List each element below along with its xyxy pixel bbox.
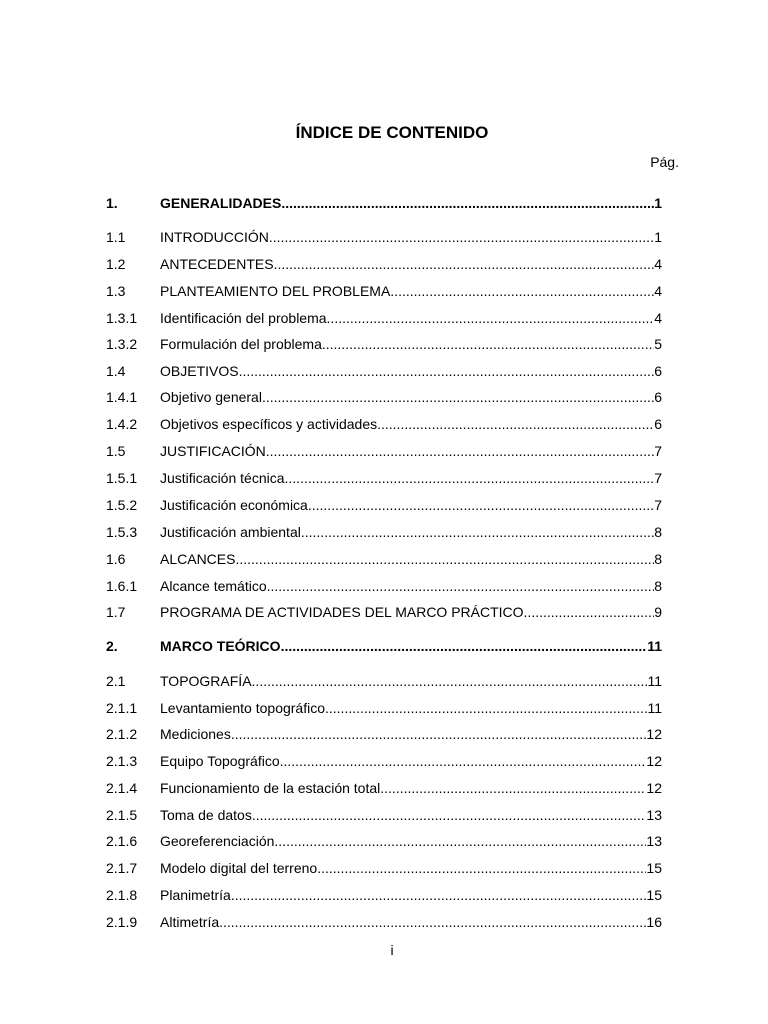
toc-entry [106,602,662,622]
toc-entry-number: 1.2 [106,256,126,272]
toc-entry-page: 11 [647,638,662,654]
toc-dot-leader [377,414,654,434]
toc-dot-leader [231,724,647,744]
toc-entry-number: 2.1.2 [106,726,138,742]
toc-entry-number: 1. [106,195,118,211]
toc-entry-title: Planimetría [160,887,231,903]
toc-entry-page: 13 [646,833,662,849]
toc-entry [106,858,662,878]
toc-entry-number: 2.1.5 [106,807,138,823]
toc-entry [106,522,662,542]
toc-entry [106,468,662,488]
toc-entry-title: Altimetría [160,914,220,930]
toc-entry-title: GENERALIDADES [160,195,282,211]
document-title: ÍNDICE DE CONTENIDO [295,123,489,142]
toc-entry-title: MARCO TEÓRICO [160,638,281,654]
toc-entry-page: 1 [654,195,662,211]
toc-entry-title: TOPOGRAFÍA [160,673,252,689]
toc-entry [106,805,662,825]
toc-entry-title: ALCANCES [160,551,236,567]
toc-entry-title: Identificación del problema [160,310,327,326]
toc-dot-leader [274,254,655,274]
toc-entry-page: 11 [647,673,662,689]
toc-entry-page: 8 [654,551,662,567]
toc-dot-leader [267,576,655,596]
toc-entry-page: 1 [654,229,662,245]
toc-entry [106,254,662,274]
toc-entry-number: 1.5 [106,443,126,459]
toc-entry [106,334,662,354]
toc-entry-page: 13 [646,807,662,823]
toc-entry-number: 1.3.1 [106,310,138,326]
toc-dot-leader [235,549,654,569]
toc-entry-title: Justificación técnica [160,470,285,486]
toc-entry-page: 11 [647,700,662,716]
toc-dot-leader [380,778,646,798]
toc-entry-number: 1.4.1 [106,389,138,405]
toc-entry-title: Equipo Topográfico [160,753,280,769]
toc-dot-leader [327,308,655,328]
toc-entry [106,831,662,851]
toc-entry-title: Funcionamiento de la estación total [160,780,381,796]
toc-entry-page: 6 [654,389,662,405]
toc-entry [106,441,662,461]
toc-entry-number: 2. [106,638,118,654]
toc-dot-leader [322,334,654,354]
toc-entry [106,724,662,744]
toc-entry-page: 4 [654,256,662,272]
toc-dot-leader [317,858,646,878]
toc-entry-title: Objetivos específicos y actividades [160,416,378,432]
toc-entry-page: 7 [654,443,662,459]
toc-entry-page: 8 [654,524,662,540]
toc-entry-title: Formulación del problema [160,336,322,352]
toc-entry-title: Toma de datos [160,807,252,823]
toc-dot-leader [285,468,655,488]
toc-entry [106,698,662,718]
toc-entry-title: INTRODUCCIÓN [160,229,269,245]
toc-entry-page: 15 [646,860,662,876]
toc-entry-number: 2.1.8 [106,887,138,903]
toc-dot-leader [262,387,654,407]
toc-entry [106,361,662,381]
toc-dot-leader [269,227,654,247]
toc-entry-number: 1.3.2 [106,336,138,352]
toc-entry-page: 4 [654,283,662,299]
toc-entry-number: 1.6.1 [106,578,138,594]
toc-entry [106,281,662,301]
toc-entry [106,671,662,691]
toc-dot-leader [390,281,654,301]
toc-entry-page: 9 [654,604,662,620]
toc-entry-title: PLANTEAMIENTO DEL PROBLEMA [160,283,391,299]
toc-entry-number: 1.5.2 [106,497,138,513]
toc-dot-leader [308,495,654,515]
toc-entry-number: 2.1.9 [106,914,138,930]
toc-entry-title: Modelo digital del terreno [160,860,318,876]
toc-entry-number: 2.1.6 [106,833,138,849]
toc-entry-number: 1.7 [106,604,126,620]
toc-dot-leader [252,671,648,691]
toc-entry [106,751,662,771]
toc-entry [106,387,662,407]
toc-entry-page: 12 [646,726,662,742]
toc-entry [106,549,662,569]
toc-dot-leader [281,193,654,213]
toc-entry-title: ANTECEDENTES [160,256,274,272]
toc-entry-number: 2.1.1 [106,700,138,716]
toc-entry-page: 7 [654,497,662,513]
toc-entry-number: 1.5.3 [106,524,138,540]
toc-entry [106,414,662,434]
toc-dot-leader [325,698,647,718]
toc-entry-number: 1.6 [106,551,126,567]
toc-entry [106,778,662,798]
toc-dot-leader [239,361,655,381]
toc-entry-title: Justificación ambiental [160,524,301,540]
toc-entry-title: Justificación económica [160,497,308,513]
toc-entry-title: PROGRAMA DE ACTIVIDADES DEL MARCO PRÁCTICO [160,604,524,620]
toc-entry-title: Objetivo general [160,389,262,405]
toc-entry [106,636,662,656]
toc-dot-leader [219,912,646,932]
toc-entry [106,885,662,905]
toc-dot-leader [280,751,647,771]
toc-entry-page: 6 [654,363,662,379]
toc-dot-leader [252,805,647,825]
toc-dot-leader [231,885,647,905]
toc-entry-page: 12 [646,753,662,769]
toc-entry-page: 15 [646,887,662,903]
toc-entry-number: 1.3 [106,283,126,299]
toc-entry [106,495,662,515]
toc-entry-title: Mediciones [160,726,231,742]
toc-dot-leader [301,522,654,542]
toc-entry-number: 2.1.7 [106,860,138,876]
toc-entry-number: 1.1 [106,229,126,245]
toc-entry-page: 6 [654,416,662,432]
toc-entry [106,193,662,213]
toc-entry-title: Georeferenciación [160,833,275,849]
toc-entry-title: OBJETIVOS [160,363,239,379]
toc-entry-page: 7 [654,470,662,486]
toc-entry-page: 5 [654,336,662,352]
toc-entry-title: Alcance temático [160,578,267,594]
toc-dot-leader [266,441,654,461]
page-column-label: Pág. [650,154,679,170]
toc-dot-leader [524,602,655,622]
toc-entry [106,576,662,596]
toc-dot-leader [281,636,648,656]
toc-entry-page: 4 [654,310,662,326]
toc-entry-page: 16 [646,914,662,930]
toc-entry [106,227,662,247]
toc-entry-number: 1.5.1 [106,470,138,486]
toc-entry-number: 1.4.2 [106,416,138,432]
toc-entry-page: 12 [646,780,662,796]
toc-entry-number: 1.4 [106,363,126,379]
toc-entry-number: 2.1.3 [106,753,138,769]
toc-entry [106,912,662,932]
toc-entry-number: 2.1.4 [106,780,138,796]
toc-entry [106,308,662,328]
toc-entry-title: Levantamiento topográfico [160,700,325,716]
toc-entry-page: 8 [654,578,662,594]
toc-dot-leader [274,831,646,851]
toc-entry-number: 2.1 [106,673,126,689]
footer-page-number: i [390,942,394,958]
toc-entry-title: JUSTIFICACIÓN [160,443,266,459]
